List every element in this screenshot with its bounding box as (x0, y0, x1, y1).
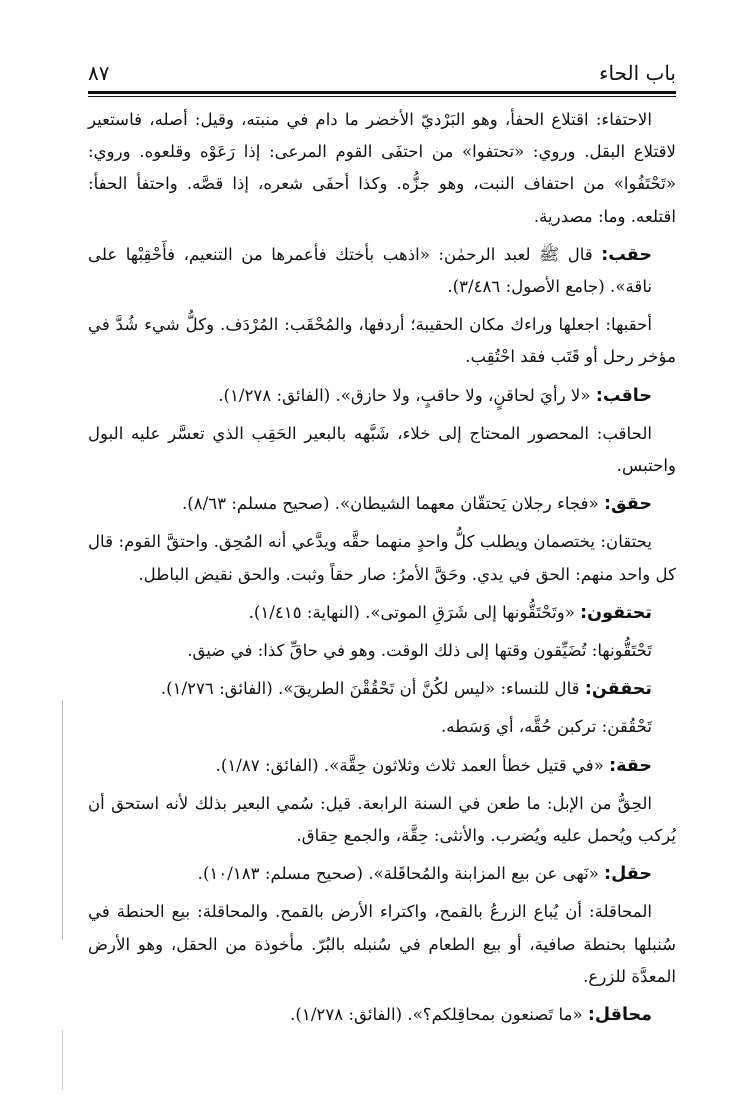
page-body (88, 104, 676, 1037)
entry-paragraph (88, 488, 676, 520)
header-rule-thin (88, 96, 676, 97)
headword: تحتقون: (580, 602, 652, 623)
margin-line (62, 700, 63, 940)
entry-text: «نَهى عن بيع المزابنة والمُحاقَلة». (صحيح مسلم: ١٠/١٨٣). (197, 864, 605, 884)
entry-text: «لا رأيَ لحاقنٍ، ولا حاقبٍ، ولا حازق». (الفائق: ١/٢٧٨). (218, 385, 596, 405)
page-number: ٨٧ (88, 61, 110, 85)
entry-text: «في قتيل خطأ العمد ثلاث وثلاثون حِقَّة». (الفائق: ١/٨٧). (215, 755, 610, 775)
paragraph (88, 896, 676, 993)
paragraph-text: تَحْتَقُّونها: تُضَيِّقون وقتها إلى ذلك الوقت. وهو في حاقِّ كذا: في ضيق. (187, 641, 652, 661)
headword: حقل: (604, 864, 652, 885)
entry-text: «ما تَصنعون بمحاقِلكم؟». (الفائق: ١/٢٧٨). (290, 1005, 588, 1025)
paragraph-text: الحِقُّ من الإبل: ما طعن في السنة الرابعة. قيل: سُمي البعير بذلك لأنه استحق أن يُركب ويُحمل عليه ويُضرب. والأنثى: حِقَّة، والجمع حِقاق. (88, 793, 676, 846)
paragraph-text: أحقبها: اجعلها وراءك مكان الحقيبة؛ أردفها، والمُحْقَب: المُرْدَف. وكلُّ شيء شُدَّ في مؤخر رحل أو قَتَب فقد احْتُقِب. (88, 315, 676, 367)
headword: حاقب: (595, 385, 652, 406)
headword: حقة: (609, 755, 652, 776)
paragraph (88, 309, 676, 373)
entry-paragraph (88, 673, 676, 705)
page-header (88, 58, 676, 88)
paragraph (88, 635, 676, 667)
entry-text: «وتَحْتَقُّونها إلى شَرَقِ الموتى». (النهاية: ١/٤١٥). (248, 602, 581, 622)
paragraph (88, 788, 676, 852)
paragraph (88, 526, 676, 590)
header-rule-thick (88, 91, 676, 94)
paragraph (88, 104, 676, 233)
entry-paragraph (88, 597, 676, 629)
paragraph-text: يحتقان: يختصمان ويطلب كلُّ واحدٍ منهما حقَّه ويدَّعي أنه المُحِق. واحتقَّ القوم: قال كل واحد منهم: الحق في يدي. وحَقَّ الأمرُ: صار حقاً وثبت. والحق نقيض الباطل. (88, 532, 676, 584)
paragraph-text: المحاقلة: أن يُباع الزرعُ بالقمح، واكتراء الأرض بالقمح. والمحاقلة: بيع الحنطة في سُنبلها بحنطة صافية، أو بيع الطعام في سُنبله بالبُرّ. مأخوذة من الحقل، وهو الأرض المعدَّة للزرع. (88, 902, 676, 986)
entry-paragraph (88, 750, 676, 782)
entry-text: قال ﷺ لعبد الرحمٰن: «اذهب بأختك فأعمرها من التنعيم، فأَحْقِبْها على ناقة». (جامع الأصول: ٣/٤٨٦). (88, 244, 652, 297)
entry-paragraph (88, 858, 676, 890)
entry-paragraph (88, 380, 676, 412)
paragraph (88, 711, 676, 743)
paragraph-text: الاحتفاء: اقتلاع الحفأ، وهو البَرْديّ الأخضر ما دام في منبته، وقيل: أصله، فاستعير لاقتلاع البقل. وروي: «تحتفوا» من احتفَى القوم المرعى: إذا رَعَوْه وقلعوه. وروي: «تَحْتَفُوا» من احتفاف النبت، وهو جزُّه. وكذا أحفَى شعره، إذا قصَّه. واحتفأ الحفأ: اقتلعه. وما: مصدرية. (88, 110, 676, 226)
headword: محاقل: (587, 1005, 652, 1026)
headword: حقق: (604, 494, 652, 515)
entry-text: قال للنساء: «ليس لكُنَّ أن تَحْقُقْنَ الطريقَ». (الفائق: ١/٢٧٦). (160, 679, 585, 699)
paragraph (88, 418, 676, 482)
section-title: باب الحاء (599, 61, 676, 85)
entry-paragraph (88, 999, 676, 1031)
headword: حقب: (601, 244, 652, 265)
headword: تحققن: (584, 679, 652, 700)
paragraph-text: الحاقب: المحصور المحتاج إلى خلاء، شَبَّهه بالبعير الحَقِب الذي تعسَّر عليه البول واحتبس. (88, 423, 676, 476)
paragraph-text: تَحْقُقن: تركبن حُقَّه، أي وَسَطه. (441, 717, 652, 737)
entry-text: «فجاء رجلان يَحتقّان معهما الشيطان». (صحيح مسلم: ٨/٦٣). (181, 494, 605, 514)
margin-line (62, 1030, 63, 1090)
entry-paragraph (88, 239, 676, 303)
